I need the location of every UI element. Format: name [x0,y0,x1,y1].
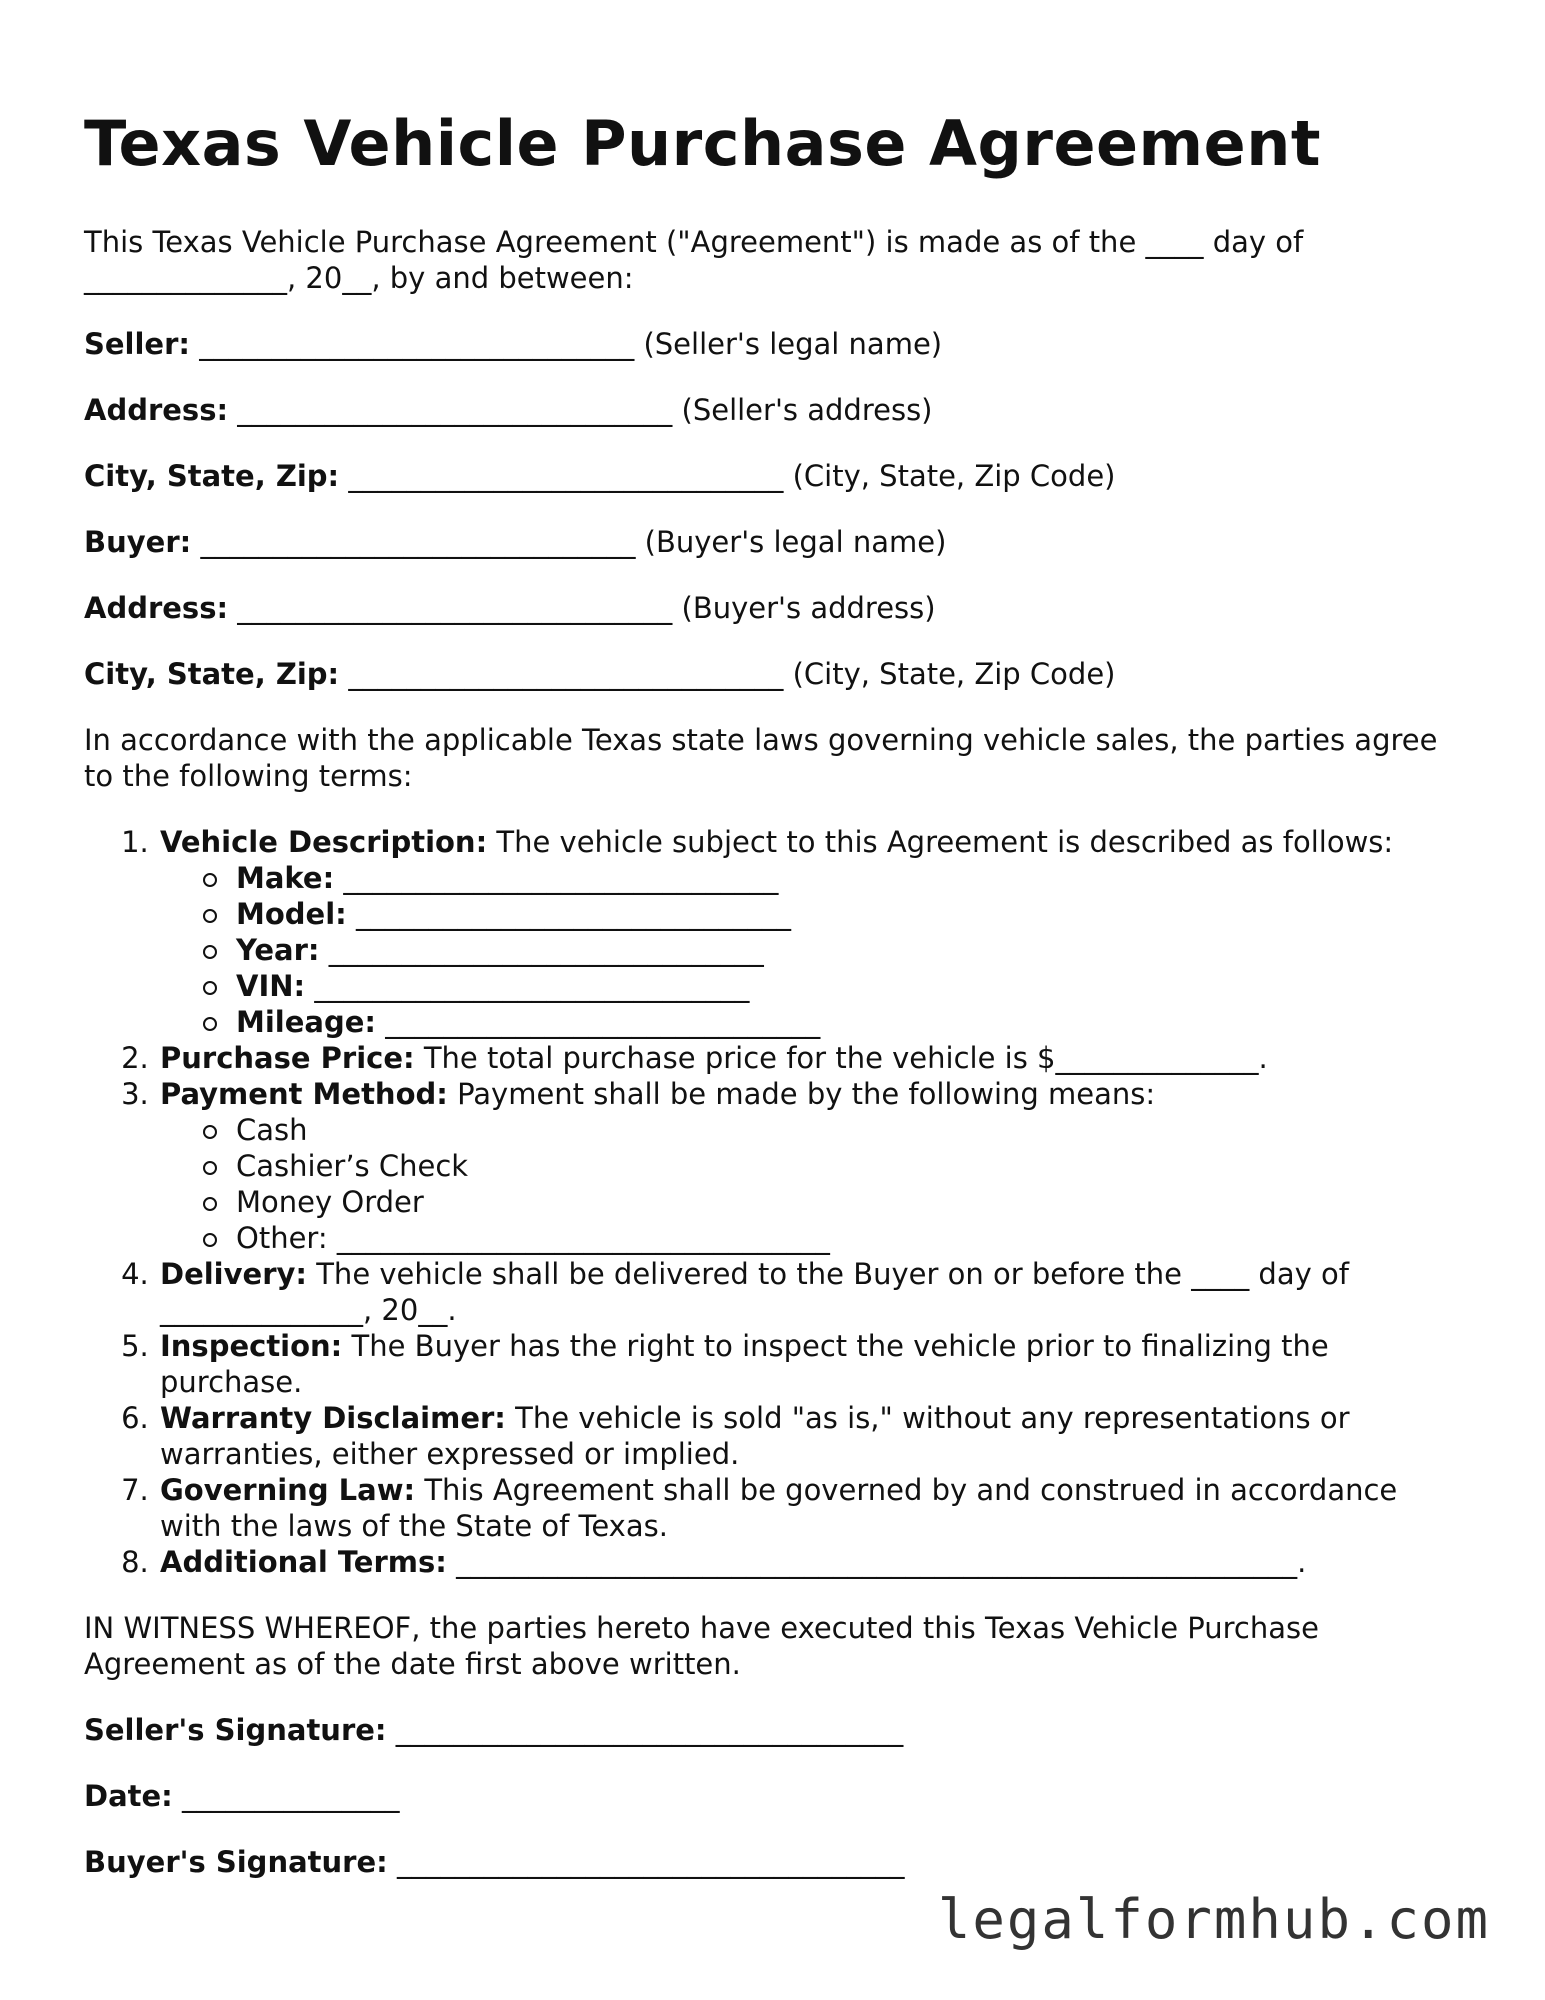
term-sub-item [236,1220,1464,1256]
party-field-hint: (Seller's legal name) [643,327,943,361]
term-item [158,1328,1464,1400]
document-page [84,104,1464,1880]
term-sub-text[interactable]: ______________________________ [314,969,750,1003]
term-sub-item [236,860,1464,896]
term-sub-list [160,860,1464,1040]
term-sub-text: Cashier’s Check [236,1149,469,1183]
term-sub-text[interactable]: ______________________________ [328,933,764,967]
party-field-label: City, State, Zip: [84,657,340,691]
party-field [84,326,1464,362]
party-field-hint: (City, State, Zip Code) [792,657,1116,691]
term-sub-item [236,932,1464,968]
party-field [84,656,1464,692]
party-field-blank[interactable]: ______________________________ [237,393,673,427]
witness-paragraph: IN WITNESS WHEREOF, the parties hereto have executed this Texas Vehicle Purchase Agreement as of the date first above written. [84,1611,1319,1681]
term-sub-text[interactable]: ______________________________ [385,1005,821,1039]
term-sub-label: Mileage: [236,1005,377,1039]
party-field-hint: (Buyer's legal name) [644,525,947,559]
signature-blank[interactable]: _______________ [182,1779,400,1813]
party-field-label: Buyer: [84,525,192,559]
term-sub-item [236,896,1464,932]
party-field-label: City, State, Zip: [84,459,340,493]
document-title: Texas Vehicle Purchase Agreement [84,107,1321,180]
signature-blank[interactable]: ___________________________________ [395,1713,904,1747]
term-label: Delivery: [160,1257,307,1291]
term-sub-text[interactable]: ______________________________ [355,897,791,931]
term-item [158,1076,1464,1256]
term-sub-label: Model: [236,897,347,931]
term-text: The vehicle subject to this Agreement is described as follows: [496,825,1394,859]
party-field [84,590,1464,626]
terms-list [84,824,1464,1580]
term-text: The Buyer has the right to inspect the vehicle prior to finalizing the purchase. [160,1329,1329,1399]
signature-field [84,1778,1464,1814]
term-item [158,1472,1464,1544]
party-field-label: Address: [84,393,229,427]
term-item [158,824,1464,1040]
party-field-hint: (Seller's address) [681,393,933,427]
party-field [84,392,1464,428]
signatures-section [84,1712,1464,1880]
term-text: The vehicle shall be delivered to the Buyer on or before the ____ day of ______________, 20__. [160,1257,1349,1327]
term-sub-item [236,1184,1464,1220]
term-label: Purchase Price: [160,1041,415,1075]
term-label: Governing Law: [160,1473,416,1507]
party-field-hint: (Buyer's address) [681,591,936,625]
term-text: The vehicle is sold "as is," without any representations or warranties, either expressed or implied. [160,1401,1350,1471]
term-sub-text[interactable]: Other: __________________________________ [236,1221,830,1255]
term-sub-item [236,968,1464,1004]
party-field-blank[interactable]: ______________________________ [200,525,636,559]
signature-label: Date: [84,1779,173,1813]
term-sub-item [236,1148,1464,1184]
term-label: Vehicle Description: [160,825,488,859]
party-field-blank[interactable]: ______________________________ [199,327,635,361]
party-field-blank[interactable]: ______________________________ [348,459,784,493]
term-label: Warranty Disclaimer: [160,1401,506,1435]
term-text: This Agreement shall be governed by and construed in accordance with the laws of the State of Texas. [160,1473,1398,1543]
party-field [84,458,1464,494]
signature-label: Buyer's Signature: [84,1845,388,1879]
term-sub-label: VIN: [236,969,306,1003]
party-field-blank[interactable]: ______________________________ [348,657,784,691]
term-sub-item [236,1004,1464,1040]
term-sub-text[interactable]: ______________________________ [343,861,779,895]
term-label: Payment Method: [160,1077,448,1111]
intro-paragraph: This Texas Vehicle Purchase Agreement ("Agreement") is made as of the ____ day of ______________, 20__, by and between: [84,225,1304,295]
term-item [158,1256,1464,1328]
party-field-label: Address: [84,591,229,625]
term-label: Inspection: [160,1329,343,1363]
term-label: Additional Terms: [160,1545,447,1579]
term-sub-text: Cash [236,1113,308,1147]
term-text: Payment shall be made by the following means: [457,1077,1156,1111]
term-item [158,1400,1464,1472]
term-sub-label: Make: [236,861,335,895]
term-text: The total purchase price for the vehicle is $______________. [423,1041,1268,1075]
term-sub-list [160,1112,1464,1256]
term-sub-text: Money Order [236,1185,424,1219]
signature-label: Seller's Signature: [84,1713,387,1747]
party-field-blank[interactable]: ______________________________ [237,591,673,625]
term-sub-label: Year: [236,933,320,967]
terms-intro-paragraph: In accordance with the applicable Texas state laws governing vehicle sales, the parties agree to the following terms: [84,723,1438,793]
party-field [84,524,1464,560]
signature-blank[interactable]: ___________________________________ [396,1845,905,1879]
party-field-hint: (City, State, Zip Code) [792,459,1116,493]
term-sub-item [236,1112,1464,1148]
term-item [158,1040,1464,1076]
signature-field [84,1844,1464,1880]
signature-field [84,1712,1464,1748]
party-field-label: Seller: [84,327,191,361]
parties-section [84,326,1464,692]
watermark: legalformhub.com [937,1888,1490,1951]
term-item [158,1544,1464,1580]
term-text: __________________________________________________________. [456,1545,1307,1579]
